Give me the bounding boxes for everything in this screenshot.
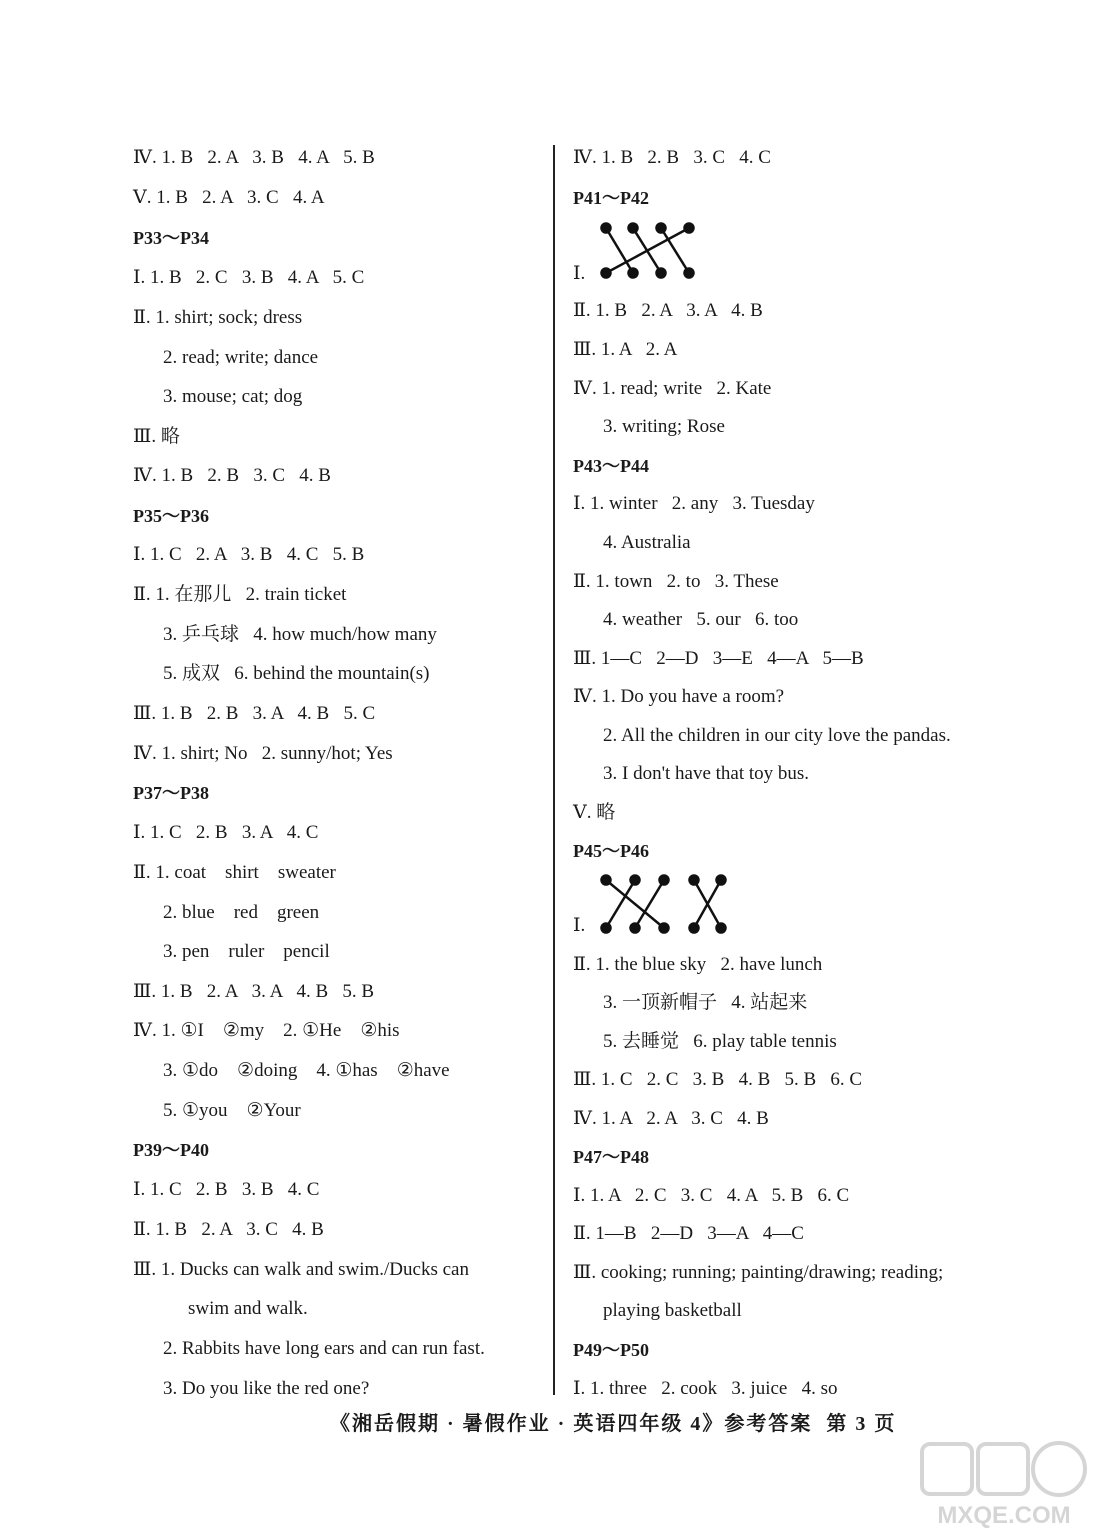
answer-line: Ⅱ. 1. shirt; sock; dress: [133, 307, 303, 328]
answer-line: 3. I don't have that toy bus.: [603, 763, 810, 784]
answer-line: Ⅲ. 略: [133, 426, 180, 447]
answer-line: 3. Do you like the red one?: [163, 1378, 370, 1399]
answer-line: Ⅱ. 1. B 2. A 3. A 4. B: [573, 300, 763, 321]
answer-line: Ⅲ. cooking; running; painting/drawing; reading;: [573, 1262, 944, 1283]
answer-line: Ⅳ. 1. shirt; No 2. sunny/hot; Yes: [133, 743, 393, 764]
answer-line: Ⅰ. 1. winter 2. any 3. Tuesday: [573, 493, 815, 514]
answer-line: Ⅱ. 1. B 2. A 3. C 4. B: [133, 1219, 324, 1240]
answer-line: Ⅰ. 1. C 2. B 3. B 4. C: [133, 1179, 320, 1200]
answer-line: Ⅱ. 1. the blue sky 2. have lunch: [573, 954, 823, 975]
answer-line: Ⅴ. 略: [573, 802, 616, 823]
answer-line: 2. blue red green: [163, 902, 320, 923]
answer-line: 2. read; write; dance: [163, 347, 319, 368]
answer-line: playing basketball: [603, 1300, 742, 1321]
answer-line: Ⅰ. 1. B 2. C 3. B 4. A 5. C: [133, 267, 365, 288]
answer-line: Ⅲ. 1—C 2—D 3—E 4—A 5—B: [573, 648, 864, 669]
answer-line: Ⅱ. 1—B 2—D 3—A 4—C: [573, 1223, 804, 1244]
section-heading: P47～P48: [573, 1147, 649, 1167]
matching-diagram-p45: [598, 874, 733, 936]
answer-line: Ⅲ. 1. Ducks can walk and swim./Ducks can: [133, 1259, 469, 1280]
answer-line: 5. 成双 6. behind the mountain(s): [163, 663, 430, 684]
answer-line: 4. Australia: [603, 532, 691, 553]
answer-line: 2. Rabbits have long ears and can run fast.: [163, 1338, 485, 1359]
section-heading: P39～P40: [133, 1140, 209, 1160]
answer-line: Ⅰ. 1. A 2. C 3. C 4. A 5. B 6. C: [573, 1185, 850, 1206]
answer-line: Ⅰ.: [573, 915, 586, 936]
section-heading: P45～P46: [573, 841, 649, 861]
answer-line: 3. writing; Rose: [603, 416, 725, 437]
answer-line: Ⅱ. 1. town 2. to 3. These: [573, 571, 779, 592]
column-divider: [553, 145, 555, 1395]
answer-line: Ⅴ. 1. B 2. A 3. C 4. A: [133, 187, 325, 208]
answer-line: Ⅰ. 1. C 2. B 3. A 4. C: [133, 822, 319, 843]
answer-line: Ⅳ. 1. Do you have a room?: [573, 686, 785, 707]
answer-line: Ⅰ. 1. three 2. cook 3. juice 4. so: [573, 1378, 838, 1399]
section-heading: P33～P34: [133, 228, 209, 248]
answer-line: Ⅱ. 1. coat shirt sweater: [133, 862, 336, 883]
answer-line: Ⅲ. 1. C 2. C 3. B 4. B 5. B 6. C: [573, 1069, 863, 1090]
section-heading: P37～P38: [133, 783, 209, 803]
section-heading: P49～P50: [573, 1340, 649, 1360]
answer-line: 5. ①you ②Your: [163, 1100, 301, 1121]
answer-line: 3. mouse; cat; dog: [163, 386, 303, 407]
answer-line: 3. pen ruler pencil: [163, 941, 330, 962]
answer-line: Ⅲ. 1. B 2. A 3. A 4. B 5. B: [133, 981, 375, 1002]
section-heading: P35～P36: [133, 506, 209, 526]
answer-line: Ⅳ. 1. ①I ②my 2. ①He ②his: [133, 1020, 400, 1041]
answer-line: Ⅳ. 1. B 2. A 3. B 4. A 5. B: [133, 147, 375, 168]
answer-line: 2. All the children in our city love the pandas.: [603, 725, 951, 746]
page-footer: 《湘岳假期 · 暑假作业 · 英语四年级 4》参考答案 第 3 页: [330, 1413, 897, 1435]
answer-line: Ⅰ. 1. C 2. A 3. B 4. C 5. B: [133, 544, 365, 565]
section-heading: P43～P44: [573, 456, 649, 476]
answer-line: 4. weather 5. our 6. too: [603, 609, 799, 630]
answer-line: Ⅳ. 1. A 2. A 3. C 4. B: [573, 1108, 769, 1129]
answer-line: Ⅳ. 1. B 2. B 3. C 4. C: [573, 147, 771, 168]
answer-line: 5. 去睡觉 6. play table tennis: [603, 1031, 837, 1052]
watermark-text: MXQE.COM: [937, 1502, 1071, 1529]
answer-line: swim and walk.: [188, 1298, 308, 1319]
answer-line: Ⅰ.: [573, 263, 586, 284]
matching-diagram-p41: [600, 222, 710, 284]
section-heading: P41～P42: [573, 188, 649, 208]
answer-line: Ⅲ. 1. B 2. B 3. A 4. B 5. C: [133, 703, 376, 724]
watermark-logo: [914, 1438, 1094, 1530]
answer-line: Ⅱ. 1. 在那儿 2. train ticket: [133, 584, 347, 605]
answer-line: Ⅳ. 1. B 2. B 3. C 4. B: [133, 465, 331, 486]
answer-line: 3. ①do ②doing 4. ①has ②have: [163, 1060, 450, 1081]
answer-line: Ⅲ. 1. A 2. A: [573, 339, 678, 360]
answer-line: 3. 一顶新帽子 4. 站起来: [603, 992, 808, 1013]
answer-line: Ⅳ. 1. read; write 2. Kate: [573, 378, 772, 399]
answer-line: 3. 乒乓球 4. how much/how many: [163, 624, 437, 645]
